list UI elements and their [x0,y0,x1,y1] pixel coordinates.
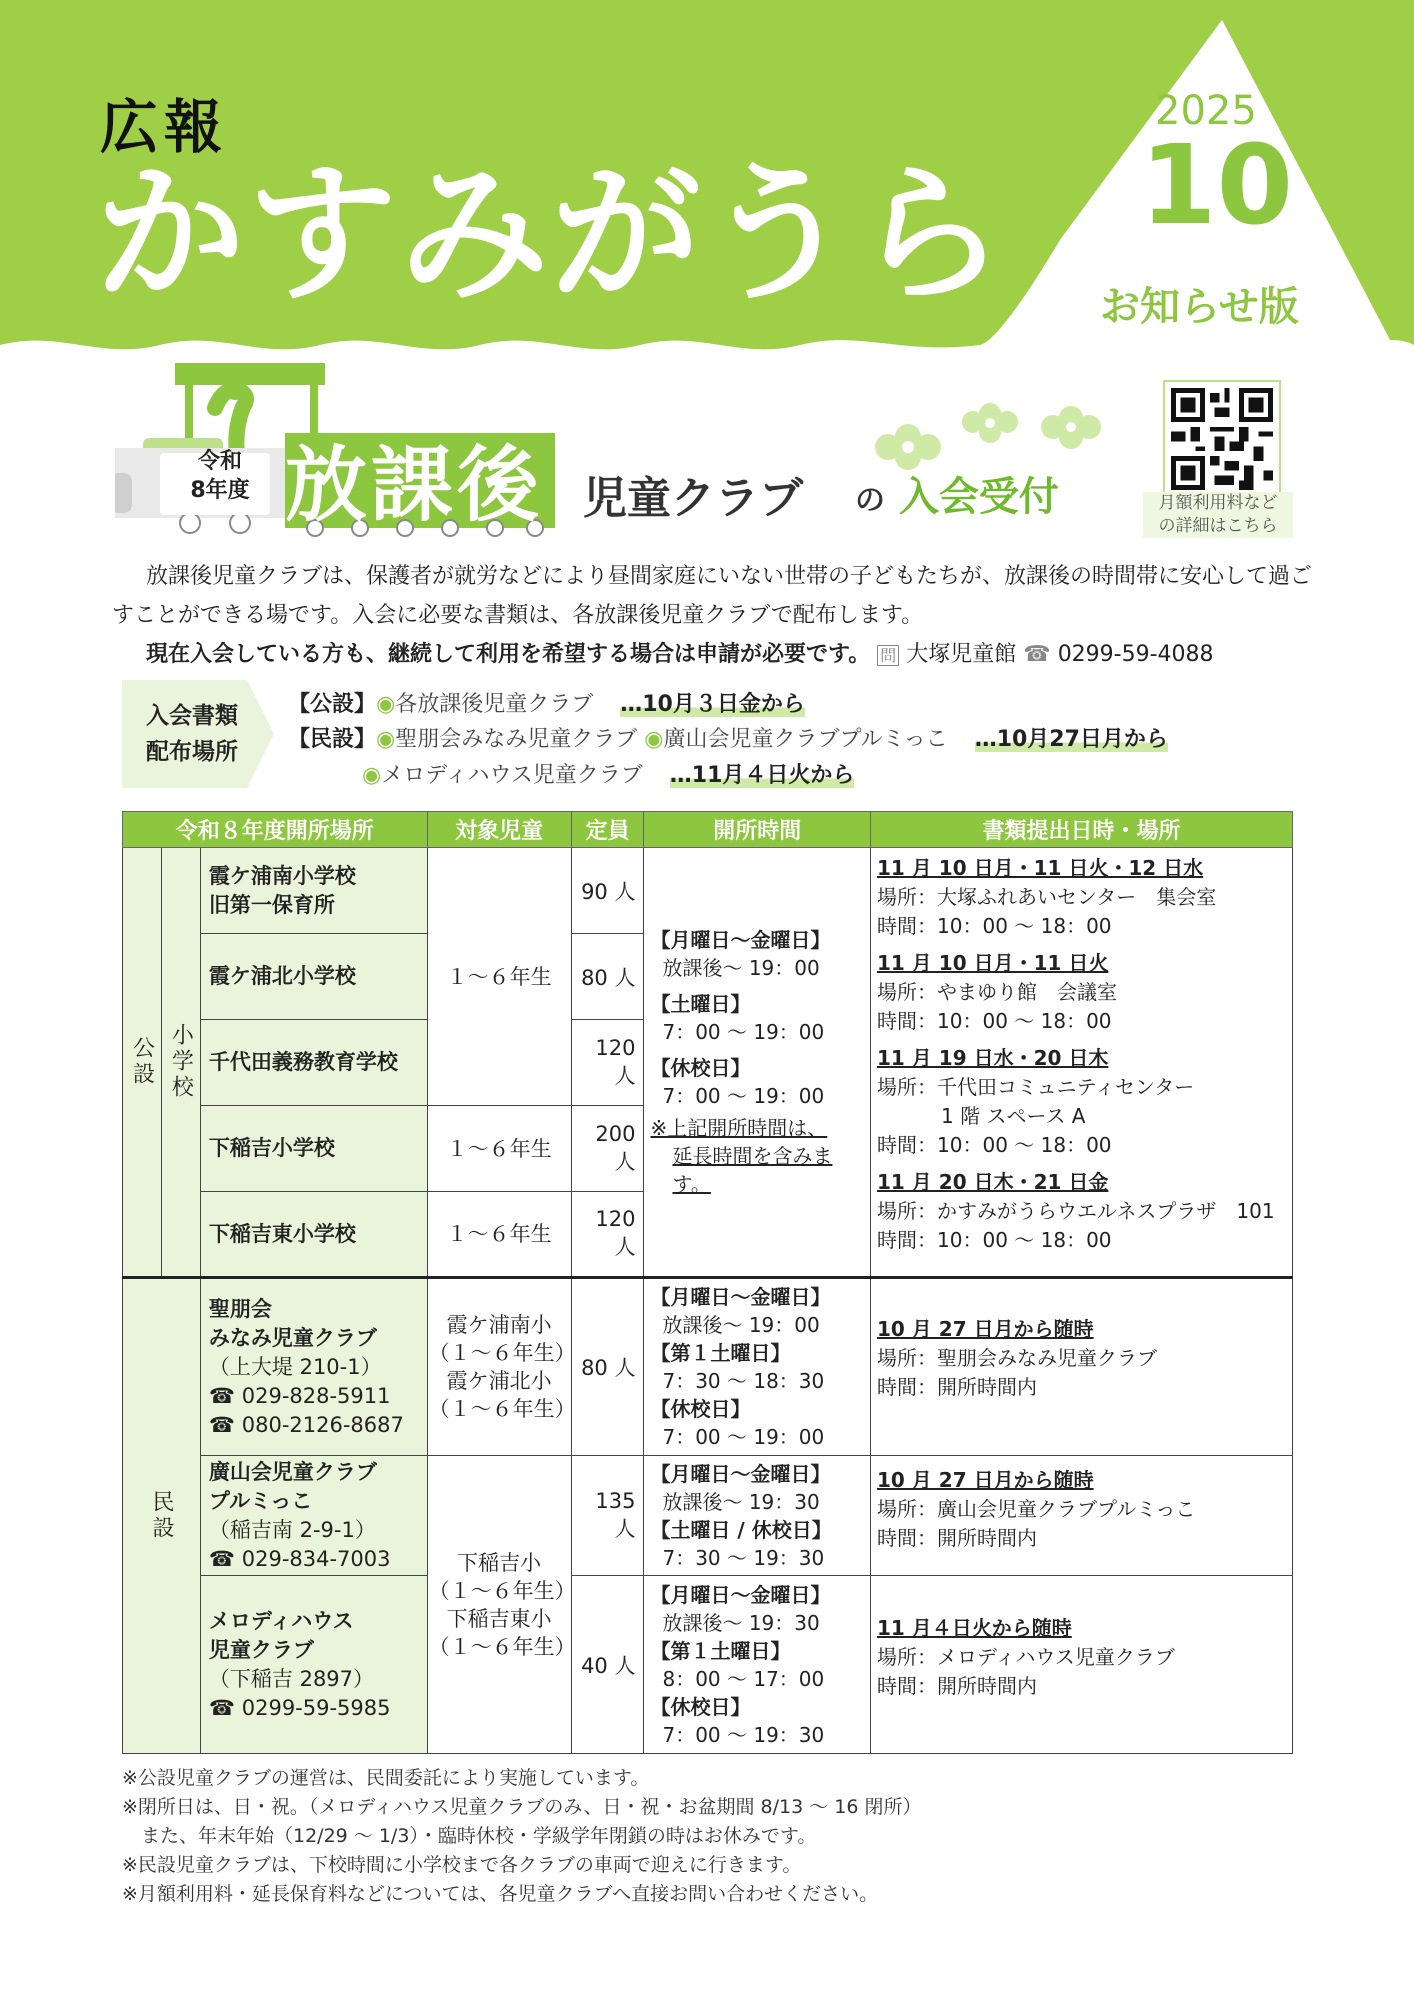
public-place: 各放課後児童クラブ [395,692,594,717]
hours-heading: 【第１土曜日】 [650,1341,791,1365]
submit-date: 10 月 27 日月から随時 [877,1317,1094,1341]
hours-note: 延長時間を含みます。 [672,1144,833,1196]
target-school: 霞ケ浦北小 [446,1369,552,1393]
club-submission [871,1278,1293,1456]
place-name: 下稲吉小学校 [208,1136,335,1160]
flower-decoration-icon [858,402,1118,472]
submit-place: 場所：廣山会児童クラブプルミっこ [877,1497,1196,1521]
header-target: 対象児童 [427,812,571,848]
qr-caption-line2: の詳細はこちら [1158,515,1278,536]
club-name: みなみ児童クラブ [208,1325,377,1350]
distribution-label [122,698,262,770]
footnotes [122,1764,1322,1909]
hours-time: 7：00 ～ 19：00 [662,1020,825,1044]
qr-code[interactable] [1163,380,1281,498]
hours-heading: 【土曜日】 [650,992,751,1016]
submit-time: 時間：開所時間内 [877,1375,1038,1399]
hours-note: ※上記開所時間は、 [650,1116,828,1140]
club-tel: ☎ 080-2126-8687 [208,1412,404,1437]
private-place-a: 聖朋会みなみ児童クラブ [395,727,638,752]
place-name: 下稲吉東小学校 [208,1221,356,1246]
submit-date: 10 月 27 日月から随時 [877,1468,1094,1492]
submit-time: 時間：開所時間内 [877,1526,1038,1550]
contact-name: 大塚児童館 [906,642,1017,667]
target-children [427,1456,576,1754]
submit-place-sub: 1 階 スペース A [941,1104,1086,1128]
masthead-title: かすみがうら [95,148,1008,322]
club-tel: ☎ 029-834-7003 [208,1546,391,1571]
qr-caption [1143,492,1293,538]
hours-heading: 【休校日】 [650,1397,751,1421]
target-grade: （１～６年生） [428,1341,576,1365]
hours-time: 7：30 ～ 18：30 [662,1369,825,1393]
hours-time: 8：00 ～ 17：00 [662,1666,825,1691]
submit-time: 時間：開所時間内 [877,1674,1038,1698]
public-tag: 【公設】 [288,692,377,717]
capacity: 80 人 [571,1278,644,1456]
target-children: １～６年生 [427,1106,571,1192]
submit-time: 時間：10：00 ～ 18：00 [877,1133,1112,1157]
club-name: プルミっこ [208,1488,313,1513]
header-capacity: 定員 [571,812,644,848]
nyukai-uketsuke-title [855,465,1059,522]
club-name: 廣山会児童クラブ [208,1459,377,1484]
hours-time: 7：30 ～ 19：30 [662,1545,825,1570]
intro-paragraph-2 [112,635,1312,675]
reiwa-line1: 令和 [197,449,242,474]
category-private-label: 民設 [148,1490,174,1542]
hours-heading: 【月曜日～金曜日】 [650,1461,831,1486]
hours-time: 放課後～ 19：30 [662,1610,820,1635]
footnote: ※民設児童クラブは、下校時間に小学校まで各クラブの車両で迎えに行きます。 [122,1854,802,1876]
hours-time: 7：00 ～ 19：00 [662,1084,825,1108]
club-address: （上大堤 210-1） [208,1354,382,1379]
submit-place: 場所：大塚ふれあいセンター 集会室 [877,885,1217,909]
submit-date: 11 月４日火から随時 [877,1616,1072,1640]
table-row-place [200,1020,427,1106]
footnote: ※閉所日は、日・祝。（メロディハウス児童クラブのみ、日・祝・お盆期間 8/13 ～ 16 閉所） [122,1796,922,1818]
header-location: 令和８年度開所場所 [123,812,428,848]
category-public-label: 公設 [129,1036,155,1088]
category-private [123,1278,201,1754]
submit-date: 11 月 10 日月・11 日火・12 日水 [877,856,1204,880]
hours-heading: 【土曜日 / 休校日】 [650,1517,832,1542]
target-school: 下稲吉東小 [446,1606,552,1631]
phone-icon: ☎ [1023,642,1051,667]
capacity: 40 人 [571,1576,644,1754]
header-submission: 書類提出日時・場所 [871,812,1293,848]
club-address: （下稲吉 2897） [208,1666,375,1691]
club-submission [871,1456,1293,1576]
club-submission [871,1576,1293,1754]
place-name: 千代田義務教育学校 [208,1050,398,1074]
place-name-sub: 旧第一保育所 [208,892,335,917]
submit-time: 時間：10：00 ～ 18：00 [877,1228,1112,1252]
category-public [123,848,162,1278]
target-children: １～６年生 [427,848,571,1106]
distribution-label-line2: 配布場所 [146,739,238,765]
table-row-place [200,1278,427,1456]
submit-place: 場所：千代田コミュニティセンター [877,1075,1195,1099]
category-elementary [161,848,200,1278]
submit-date: 11 月 20 日木・21 日金 [877,1170,1109,1194]
table-row-place [200,1106,427,1192]
capacity: 135 人 [571,1456,644,1576]
club-name: メロディハウス [208,1608,354,1633]
distribution-private-line [288,722,1168,753]
kouhou-label: 広報 [100,93,229,161]
private-distribution-date-2: …11月４日火から [669,763,855,788]
issue-year: 2025 [1155,88,1257,134]
intro-paragraph-1: 放課後児童クラブは、保護者が就労などにより昼間家庭にいない世帯の子どもたちが、放課後の時間帯に安心して過ごすことができる場です。入会に必要な書類は、各放課後児童クラブで配布します。 [112,564,1313,628]
hours-heading: 【第１土曜日】 [650,1638,791,1663]
submit-time: 時間：10：00 ～ 18：00 [877,914,1112,938]
target-school: 下稲吉小 [457,1550,542,1575]
club-hours [644,1576,871,1754]
bullet-icon: ◉ [376,692,396,717]
contact-icon: 問 [877,645,899,666]
footnote: また、年末年始（12/29 ～ 1/3）・臨時休校・学級学年閉鎖の時はお休みです。 [122,1825,817,1847]
private-place-c: メロディハウス児童クラブ [381,763,643,788]
contact-tel: 0299-59-4088 [1057,642,1214,667]
nyukai-label: 入会受付 [898,474,1059,520]
submit-place: 場所：聖朋会みなみ児童クラブ [877,1346,1158,1370]
header-hours: 開所時間 [644,812,871,848]
submit-place: 場所：メロディハウス児童クラブ [877,1645,1175,1669]
hours-heading: 【月曜日～金曜日】 [650,1582,831,1607]
target-children: １～６年生 [427,1192,571,1278]
jidou-club-title: 児童クラブ [583,473,803,524]
contact-info [877,642,1213,667]
edition-label: お知らせ版 [1100,284,1299,330]
hours-time: 放課後～ 19：00 [662,1313,820,1337]
hours-heading: 【月曜日～金曜日】 [650,1285,831,1309]
bullet-icon: ◉ [644,727,664,752]
table-row-place [200,934,427,1020]
club-tel: ☎ 029-828-5911 [208,1383,391,1408]
target-grade: （１～６年生） [428,1634,576,1659]
no-particle: の [855,483,885,518]
qr-caption-line1: 月額利用料など [1158,493,1278,513]
submit-place: 場所：かすみがうらウエルネスプラザ 101 [877,1199,1275,1223]
hours-time: 7：00 ～ 19：00 [662,1425,825,1449]
hours-time: 7：00 ～ 19：30 [662,1722,825,1747]
club-name: 児童クラブ [208,1637,314,1662]
target-grade: （１～６年生） [428,1578,576,1603]
intro-text [112,557,1312,675]
submit-date: 11 月 19 日水・20 日木 [877,1046,1109,1070]
bullet-icon: ◉ [362,763,382,788]
table-row-place [200,848,427,934]
club-name: 聖朋会 [208,1296,272,1321]
houkago-title: 放課後 [285,438,544,533]
table-row-place [200,1456,427,1576]
private-place-b: 廣山会児童クラブプルミっこ [663,727,948,752]
private-distribution-date: …10月27日月から [974,727,1168,752]
place-name: 霞ケ浦南小学校 [208,863,356,888]
issue-month: 10 [1140,121,1294,249]
public-hours [644,848,871,1278]
submit-place: 場所：やまゆり館 会議室 [877,980,1118,1004]
private-tag: 【民設】 [288,727,377,752]
hours-heading: 【休校日】 [650,1694,751,1719]
target-children [427,1278,576,1456]
table-row-place [200,1576,427,1754]
footnote: ※公設児童クラブの運営は、民間委託により実施しています。 [122,1767,650,1789]
capacity: 90 人 [571,848,644,934]
submit-date: 11 月 10 日月・11 日火 [877,951,1109,975]
capacity: 80 人 [571,934,644,1020]
club-address: （稲吉南 2-9-1） [208,1517,376,1542]
public-submission [871,848,1293,1278]
hours-time: 放課後～ 19：30 [662,1489,820,1514]
public-distribution-date: …10月３日金から [620,692,805,717]
reiwa-line2: 8年度 [190,477,250,503]
submit-time: 時間：10：00 ～ 18：00 [877,1009,1112,1033]
distribution-public-line [288,687,805,718]
target-grade: （１～６年生） [428,1397,576,1421]
footnote: ※月額利用料・延長保育料などについては、各児童クラブへ直接お問い合わせください。 [122,1883,879,1905]
category-elementary-label: 小学校 [168,1023,194,1101]
club-hours [644,1278,871,1456]
capacity: 200 人 [571,1106,644,1192]
target-school: 霞ケ浦南小 [446,1313,552,1337]
hours-heading: 【月曜日～金曜日】 [650,928,831,952]
reiwa-year-label [165,448,275,505]
club-tel: ☎ 0299-59-5985 [208,1695,391,1720]
capacity: 120 人 [571,1192,644,1278]
hours-heading: 【休校日】 [650,1056,751,1080]
capacity: 120 人 [571,1020,644,1106]
hours-time: 放課後～ 19：00 [662,956,820,980]
distribution-label-line1: 入会書類 [146,703,238,729]
club-table [122,811,1293,1754]
intro-renewal-note: 現在入会している方も、継続して利用を希望する場合は申請が必要です。 [146,642,871,667]
place-name: 霞ケ浦北小学校 [208,964,356,988]
bullet-icon: ◉ [376,727,396,752]
club-hours [644,1456,871,1576]
distribution-private-line-2 [362,758,854,789]
qr-code-icon [1171,388,1273,490]
table-row-place [200,1192,427,1278]
